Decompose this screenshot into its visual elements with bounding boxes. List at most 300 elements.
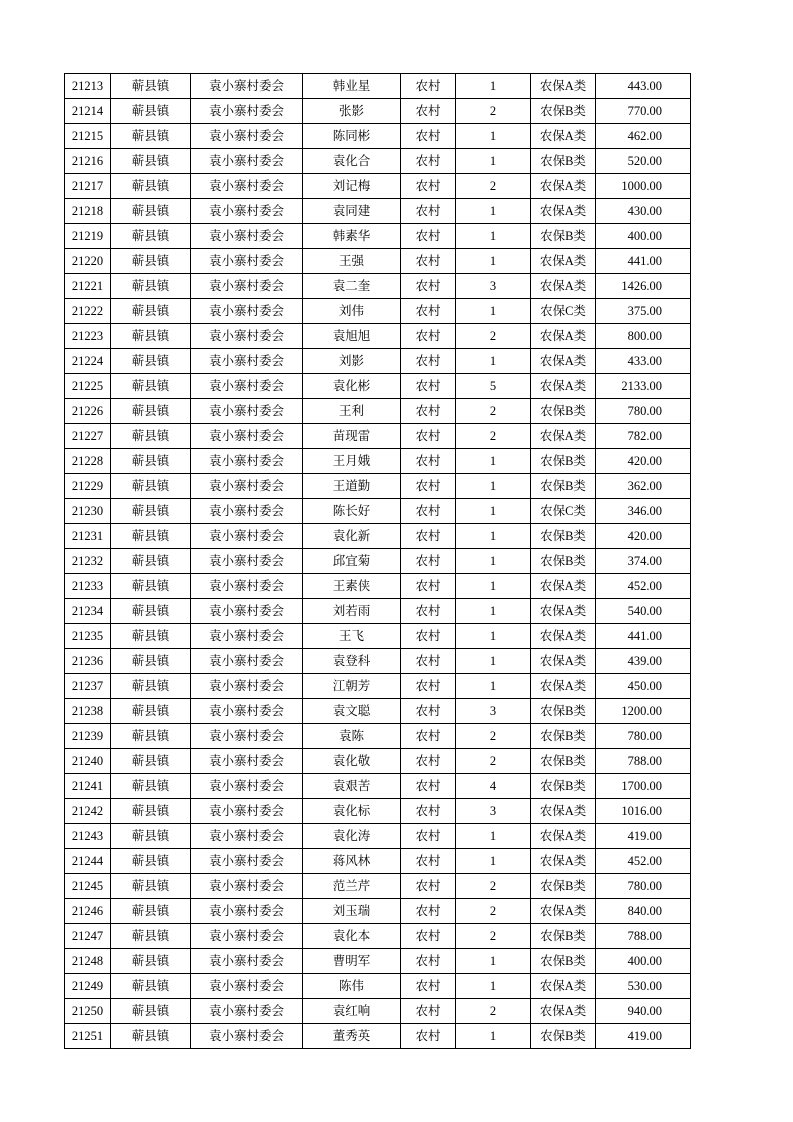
- table-row: [65, 549, 691, 574]
- town-cell: 蕲县镇: [111, 774, 191, 799]
- table-row: [65, 249, 691, 274]
- amount-cell: 452.00: [596, 849, 691, 874]
- record-id-cell: 21214: [65, 99, 111, 124]
- insurance-category-cell: 农保A类: [531, 999, 596, 1024]
- town-cell: 蕲县镇: [111, 824, 191, 849]
- record-id-cell: 21232: [65, 549, 111, 574]
- table-row: [65, 99, 691, 124]
- town-cell: 蕲县镇: [111, 699, 191, 724]
- insurance-category-cell: 农保B类: [531, 449, 596, 474]
- person-name-cell: 袁二奎: [303, 274, 401, 299]
- record-id-cell: 21250: [65, 999, 111, 1024]
- person-count-cell: 1: [456, 599, 531, 624]
- person-count-cell: 1: [456, 674, 531, 699]
- person-name-cell: 陈伟: [303, 974, 401, 999]
- town-cell: 蕲县镇: [111, 574, 191, 599]
- town-cell: 蕲县镇: [111, 599, 191, 624]
- residence-type-cell: 农村: [401, 474, 456, 499]
- amount-cell: 362.00: [596, 474, 691, 499]
- town-cell: 蕲县镇: [111, 324, 191, 349]
- record-id-cell: 21237: [65, 674, 111, 699]
- person-name-cell: 王利: [303, 399, 401, 424]
- person-name-cell: 韩业星: [303, 74, 401, 99]
- person-name-cell: 袁艰苦: [303, 774, 401, 799]
- insurance-category-cell: 农保B类: [531, 99, 596, 124]
- amount-cell: 800.00: [596, 324, 691, 349]
- town-cell: 蕲县镇: [111, 274, 191, 299]
- person-name-cell: 刘记梅: [303, 174, 401, 199]
- residence-type-cell: 农村: [401, 99, 456, 124]
- person-count-cell: 2: [456, 99, 531, 124]
- table-row: [65, 899, 691, 924]
- person-count-cell: 1: [456, 449, 531, 474]
- person-name-cell: 袁陈: [303, 724, 401, 749]
- town-cell: 蕲县镇: [111, 974, 191, 999]
- person-count-cell: 2: [456, 874, 531, 899]
- person-count-cell: 2: [456, 899, 531, 924]
- person-name-cell: 蒋风林: [303, 849, 401, 874]
- person-name-cell: 袁红响: [303, 999, 401, 1024]
- table-row: [65, 124, 691, 149]
- amount-cell: 419.00: [596, 1024, 691, 1049]
- record-id-cell: 21228: [65, 449, 111, 474]
- village-committee-cell: 袁小寨村委会: [191, 274, 303, 299]
- residence-type-cell: 农村: [401, 824, 456, 849]
- record-id-cell: 21244: [65, 849, 111, 874]
- table-row: [65, 499, 691, 524]
- town-cell: 蕲县镇: [111, 749, 191, 774]
- village-committee-cell: 袁小寨村委会: [191, 949, 303, 974]
- insurance-category-cell: 农保A类: [531, 124, 596, 149]
- person-count-cell: 1: [456, 124, 531, 149]
- insurance-category-cell: 农保A类: [531, 799, 596, 824]
- village-committee-cell: 袁小寨村委会: [191, 999, 303, 1024]
- residence-type-cell: 农村: [401, 949, 456, 974]
- village-committee-cell: 袁小寨村委会: [191, 449, 303, 474]
- residence-type-cell: 农村: [401, 349, 456, 374]
- table-row: [65, 1024, 691, 1049]
- amount-cell: 770.00: [596, 99, 691, 124]
- record-id-cell: 21235: [65, 624, 111, 649]
- person-count-cell: 2: [456, 174, 531, 199]
- insurance-category-cell: 农保B类: [531, 524, 596, 549]
- amount-cell: 780.00: [596, 399, 691, 424]
- amount-cell: 1426.00: [596, 274, 691, 299]
- person-count-cell: 1: [456, 849, 531, 874]
- village-committee-cell: 袁小寨村委会: [191, 349, 303, 374]
- insurance-category-cell: 农保C类: [531, 499, 596, 524]
- table-row: [65, 674, 691, 699]
- record-id-cell: 21239: [65, 724, 111, 749]
- village-committee-cell: 袁小寨村委会: [191, 624, 303, 649]
- records-table: [64, 73, 691, 1049]
- town-cell: 蕲县镇: [111, 449, 191, 474]
- person-name-cell: 王月娥: [303, 449, 401, 474]
- person-name-cell: 袁化涛: [303, 824, 401, 849]
- residence-type-cell: 农村: [401, 749, 456, 774]
- person-name-cell: 刘若雨: [303, 599, 401, 624]
- town-cell: 蕲县镇: [111, 474, 191, 499]
- town-cell: 蕲县镇: [111, 224, 191, 249]
- insurance-category-cell: 农保B类: [531, 149, 596, 174]
- village-committee-cell: 袁小寨村委会: [191, 149, 303, 174]
- village-committee-cell: 袁小寨村委会: [191, 299, 303, 324]
- person-name-cell: 张影: [303, 99, 401, 124]
- record-id-cell: 21218: [65, 199, 111, 224]
- record-id-cell: 21227: [65, 424, 111, 449]
- amount-cell: 419.00: [596, 824, 691, 849]
- record-id-cell: 21223: [65, 324, 111, 349]
- amount-cell: 443.00: [596, 74, 691, 99]
- town-cell: 蕲县镇: [111, 1024, 191, 1049]
- person-name-cell: 韩素华: [303, 224, 401, 249]
- insurance-category-cell: 农保A类: [531, 624, 596, 649]
- table-row: [65, 299, 691, 324]
- record-id-cell: 21224: [65, 349, 111, 374]
- person-name-cell: 王素侠: [303, 574, 401, 599]
- village-committee-cell: 袁小寨村委会: [191, 1024, 303, 1049]
- amount-cell: 400.00: [596, 949, 691, 974]
- person-name-cell: 袁化标: [303, 799, 401, 824]
- person-count-cell: 2: [456, 724, 531, 749]
- person-count-cell: 2: [456, 424, 531, 449]
- village-committee-cell: 袁小寨村委会: [191, 374, 303, 399]
- insurance-category-cell: 农保B类: [531, 949, 596, 974]
- record-id-cell: 21246: [65, 899, 111, 924]
- village-committee-cell: 袁小寨村委会: [191, 749, 303, 774]
- person-name-cell: 袁化本: [303, 924, 401, 949]
- person-name-cell: 袁化新: [303, 524, 401, 549]
- residence-type-cell: 农村: [401, 674, 456, 699]
- table-row: [65, 399, 691, 424]
- amount-cell: 441.00: [596, 624, 691, 649]
- record-id-cell: 21230: [65, 499, 111, 524]
- person-count-cell: 1: [456, 474, 531, 499]
- table-row: [65, 524, 691, 549]
- person-count-cell: 1: [456, 299, 531, 324]
- insurance-category-cell: 农保A类: [531, 899, 596, 924]
- person-count-cell: 1: [456, 74, 531, 99]
- town-cell: 蕲县镇: [111, 674, 191, 699]
- insurance-category-cell: 农保B类: [531, 224, 596, 249]
- amount-cell: 1200.00: [596, 699, 691, 724]
- table-row: [65, 649, 691, 674]
- table-row: [65, 799, 691, 824]
- record-id-cell: 21234: [65, 599, 111, 624]
- table-row: [65, 174, 691, 199]
- residence-type-cell: 农村: [401, 249, 456, 274]
- table-row: [65, 849, 691, 874]
- amount-cell: 420.00: [596, 449, 691, 474]
- residence-type-cell: 农村: [401, 449, 456, 474]
- person-name-cell: 王强: [303, 249, 401, 274]
- table-row: [65, 974, 691, 999]
- town-cell: 蕲县镇: [111, 149, 191, 174]
- person-count-cell: 1: [456, 649, 531, 674]
- insurance-category-cell: 农保A类: [531, 274, 596, 299]
- residence-type-cell: 农村: [401, 924, 456, 949]
- insurance-category-cell: 农保B类: [531, 874, 596, 899]
- insurance-category-cell: 农保A类: [531, 249, 596, 274]
- town-cell: 蕲县镇: [111, 799, 191, 824]
- insurance-category-cell: 农保B类: [531, 749, 596, 774]
- insurance-category-cell: 农保B类: [531, 774, 596, 799]
- amount-cell: 346.00: [596, 499, 691, 524]
- village-committee-cell: 袁小寨村委会: [191, 224, 303, 249]
- amount-cell: 430.00: [596, 199, 691, 224]
- table-row: [65, 224, 691, 249]
- person-count-cell: 1: [456, 499, 531, 524]
- table-row: [65, 474, 691, 499]
- insurance-category-cell: 农保A类: [531, 199, 596, 224]
- person-count-cell: 1: [456, 199, 531, 224]
- town-cell: 蕲县镇: [111, 899, 191, 924]
- residence-type-cell: 农村: [401, 649, 456, 674]
- village-committee-cell: 袁小寨村委会: [191, 199, 303, 224]
- town-cell: 蕲县镇: [111, 124, 191, 149]
- person-count-cell: 3: [456, 274, 531, 299]
- residence-type-cell: 农村: [401, 424, 456, 449]
- person-name-cell: 袁登科: [303, 649, 401, 674]
- person-count-cell: 4: [456, 774, 531, 799]
- person-name-cell: 陈长好: [303, 499, 401, 524]
- table-row: [65, 274, 691, 299]
- amount-cell: 2133.00: [596, 374, 691, 399]
- town-cell: 蕲县镇: [111, 174, 191, 199]
- village-committee-cell: 袁小寨村委会: [191, 549, 303, 574]
- person-name-cell: 袁化合: [303, 149, 401, 174]
- town-cell: 蕲县镇: [111, 299, 191, 324]
- insurance-category-cell: 农保C类: [531, 299, 596, 324]
- record-id-cell: 21213: [65, 74, 111, 99]
- town-cell: 蕲县镇: [111, 649, 191, 674]
- person-name-cell: 袁化彬: [303, 374, 401, 399]
- person-name-cell: 刘影: [303, 349, 401, 374]
- amount-cell: 788.00: [596, 749, 691, 774]
- town-cell: 蕲县镇: [111, 999, 191, 1024]
- village-committee-cell: 袁小寨村委会: [191, 174, 303, 199]
- town-cell: 蕲县镇: [111, 724, 191, 749]
- village-committee-cell: 袁小寨村委会: [191, 924, 303, 949]
- table-row: [65, 699, 691, 724]
- residence-type-cell: 农村: [401, 324, 456, 349]
- village-committee-cell: 袁小寨村委会: [191, 74, 303, 99]
- village-committee-cell: 袁小寨村委会: [191, 774, 303, 799]
- town-cell: 蕲县镇: [111, 249, 191, 274]
- amount-cell: 530.00: [596, 974, 691, 999]
- village-committee-cell: 袁小寨村委会: [191, 574, 303, 599]
- table-row: [65, 574, 691, 599]
- person-name-cell: 刘玉瑞: [303, 899, 401, 924]
- residence-type-cell: 农村: [401, 899, 456, 924]
- table-row: [65, 624, 691, 649]
- amount-cell: 441.00: [596, 249, 691, 274]
- person-name-cell: 曹明军: [303, 949, 401, 974]
- person-name-cell: 袁旭旭: [303, 324, 401, 349]
- person-count-cell: 1: [456, 549, 531, 574]
- insurance-category-cell: 农保A类: [531, 74, 596, 99]
- residence-type-cell: 农村: [401, 999, 456, 1024]
- amount-cell: 439.00: [596, 649, 691, 674]
- village-committee-cell: 袁小寨村委会: [191, 249, 303, 274]
- town-cell: 蕲县镇: [111, 424, 191, 449]
- person-name-cell: 江朝芳: [303, 674, 401, 699]
- residence-type-cell: 农村: [401, 549, 456, 574]
- person-name-cell: 陈同彬: [303, 124, 401, 149]
- residence-type-cell: 农村: [401, 849, 456, 874]
- residence-type-cell: 农村: [401, 399, 456, 424]
- village-committee-cell: 袁小寨村委会: [191, 99, 303, 124]
- person-name-cell: 苗现雷: [303, 424, 401, 449]
- amount-cell: 400.00: [596, 224, 691, 249]
- village-committee-cell: 袁小寨村委会: [191, 799, 303, 824]
- residence-type-cell: 农村: [401, 124, 456, 149]
- record-id-cell: 21251: [65, 1024, 111, 1049]
- village-committee-cell: 袁小寨村委会: [191, 474, 303, 499]
- residence-type-cell: 农村: [401, 74, 456, 99]
- person-name-cell: 袁同建: [303, 199, 401, 224]
- person-count-cell: 1: [456, 574, 531, 599]
- table-row: [65, 74, 691, 99]
- residence-type-cell: 农村: [401, 699, 456, 724]
- person-name-cell: 董秀英: [303, 1024, 401, 1049]
- residence-type-cell: 农村: [401, 624, 456, 649]
- amount-cell: 780.00: [596, 874, 691, 899]
- amount-cell: 540.00: [596, 599, 691, 624]
- insurance-category-cell: 农保B类: [531, 924, 596, 949]
- residence-type-cell: 农村: [401, 274, 456, 299]
- town-cell: 蕲县镇: [111, 924, 191, 949]
- record-id-cell: 21220: [65, 249, 111, 274]
- insurance-category-cell: 农保A类: [531, 824, 596, 849]
- insurance-category-cell: 农保A类: [531, 574, 596, 599]
- record-id-cell: 21248: [65, 949, 111, 974]
- person-count-cell: 2: [456, 749, 531, 774]
- town-cell: 蕲县镇: [111, 349, 191, 374]
- insurance-category-cell: 农保A类: [531, 374, 596, 399]
- records-table-body: [65, 74, 691, 1049]
- residence-type-cell: 农村: [401, 174, 456, 199]
- insurance-category-cell: 农保A类: [531, 174, 596, 199]
- table-row: [65, 424, 691, 449]
- insurance-category-cell: 农保A类: [531, 849, 596, 874]
- village-committee-cell: 袁小寨村委会: [191, 899, 303, 924]
- amount-cell: 450.00: [596, 674, 691, 699]
- record-id-cell: 21219: [65, 224, 111, 249]
- person-name-cell: 袁化敬: [303, 749, 401, 774]
- insurance-category-cell: 农保B类: [531, 399, 596, 424]
- insurance-category-cell: 农保A类: [531, 324, 596, 349]
- table-row: [65, 724, 691, 749]
- person-count-cell: 1: [456, 224, 531, 249]
- person-name-cell: 范兰芹: [303, 874, 401, 899]
- amount-cell: 375.00: [596, 299, 691, 324]
- village-committee-cell: 袁小寨村委会: [191, 874, 303, 899]
- person-name-cell: 刘伟: [303, 299, 401, 324]
- amount-cell: 1000.00: [596, 174, 691, 199]
- village-committee-cell: 袁小寨村委会: [191, 499, 303, 524]
- record-id-cell: 21242: [65, 799, 111, 824]
- village-committee-cell: 袁小寨村委会: [191, 399, 303, 424]
- record-id-cell: 21222: [65, 299, 111, 324]
- residence-type-cell: 农村: [401, 374, 456, 399]
- record-id-cell: 21233: [65, 574, 111, 599]
- person-count-cell: 1: [456, 824, 531, 849]
- residence-type-cell: 农村: [401, 724, 456, 749]
- amount-cell: 433.00: [596, 349, 691, 374]
- amount-cell: 840.00: [596, 899, 691, 924]
- person-count-cell: 1: [456, 524, 531, 549]
- person-name-cell: 王飞: [303, 624, 401, 649]
- village-committee-cell: 袁小寨村委会: [191, 524, 303, 549]
- residence-type-cell: 农村: [401, 299, 456, 324]
- town-cell: 蕲县镇: [111, 524, 191, 549]
- insurance-category-cell: 农保B类: [531, 724, 596, 749]
- amount-cell: 462.00: [596, 124, 691, 149]
- residence-type-cell: 农村: [401, 799, 456, 824]
- record-id-cell: 21229: [65, 474, 111, 499]
- person-count-cell: 1: [456, 1024, 531, 1049]
- residence-type-cell: 农村: [401, 499, 456, 524]
- insurance-category-cell: 农保A类: [531, 974, 596, 999]
- table-row: [65, 374, 691, 399]
- insurance-category-cell: 农保A类: [531, 599, 596, 624]
- table-row: [65, 874, 691, 899]
- person-count-cell: 3: [456, 799, 531, 824]
- record-id-cell: 21241: [65, 774, 111, 799]
- record-id-cell: 21243: [65, 824, 111, 849]
- residence-type-cell: 农村: [401, 774, 456, 799]
- amount-cell: 788.00: [596, 924, 691, 949]
- amount-cell: 782.00: [596, 424, 691, 449]
- person-count-cell: 2: [456, 999, 531, 1024]
- table-row: [65, 999, 691, 1024]
- record-id-cell: 21240: [65, 749, 111, 774]
- person-name-cell: 袁文聪: [303, 699, 401, 724]
- person-count-cell: 2: [456, 924, 531, 949]
- residence-type-cell: 农村: [401, 224, 456, 249]
- amount-cell: 940.00: [596, 999, 691, 1024]
- person-name-cell: 邱宜菊: [303, 549, 401, 574]
- residence-type-cell: 农村: [401, 599, 456, 624]
- village-committee-cell: 袁小寨村委会: [191, 674, 303, 699]
- town-cell: 蕲县镇: [111, 849, 191, 874]
- town-cell: 蕲县镇: [111, 874, 191, 899]
- town-cell: 蕲县镇: [111, 199, 191, 224]
- residence-type-cell: 农村: [401, 574, 456, 599]
- table-row: [65, 774, 691, 799]
- residence-type-cell: 农村: [401, 149, 456, 174]
- person-count-cell: 2: [456, 324, 531, 349]
- person-count-cell: 1: [456, 949, 531, 974]
- town-cell: 蕲县镇: [111, 549, 191, 574]
- insurance-category-cell: 农保B类: [531, 699, 596, 724]
- town-cell: 蕲县镇: [111, 624, 191, 649]
- insurance-category-cell: 农保B类: [531, 474, 596, 499]
- town-cell: 蕲县镇: [111, 399, 191, 424]
- record-id-cell: 21221: [65, 274, 111, 299]
- insurance-category-cell: 农保A类: [531, 349, 596, 374]
- person-count-cell: 1: [456, 349, 531, 374]
- insurance-category-cell: 农保A类: [531, 424, 596, 449]
- person-count-cell: 5: [456, 374, 531, 399]
- record-id-cell: 21247: [65, 924, 111, 949]
- village-committee-cell: 袁小寨村委会: [191, 824, 303, 849]
- amount-cell: 520.00: [596, 149, 691, 174]
- record-id-cell: 21225: [65, 374, 111, 399]
- table-row: [65, 449, 691, 474]
- record-id-cell: 21249: [65, 974, 111, 999]
